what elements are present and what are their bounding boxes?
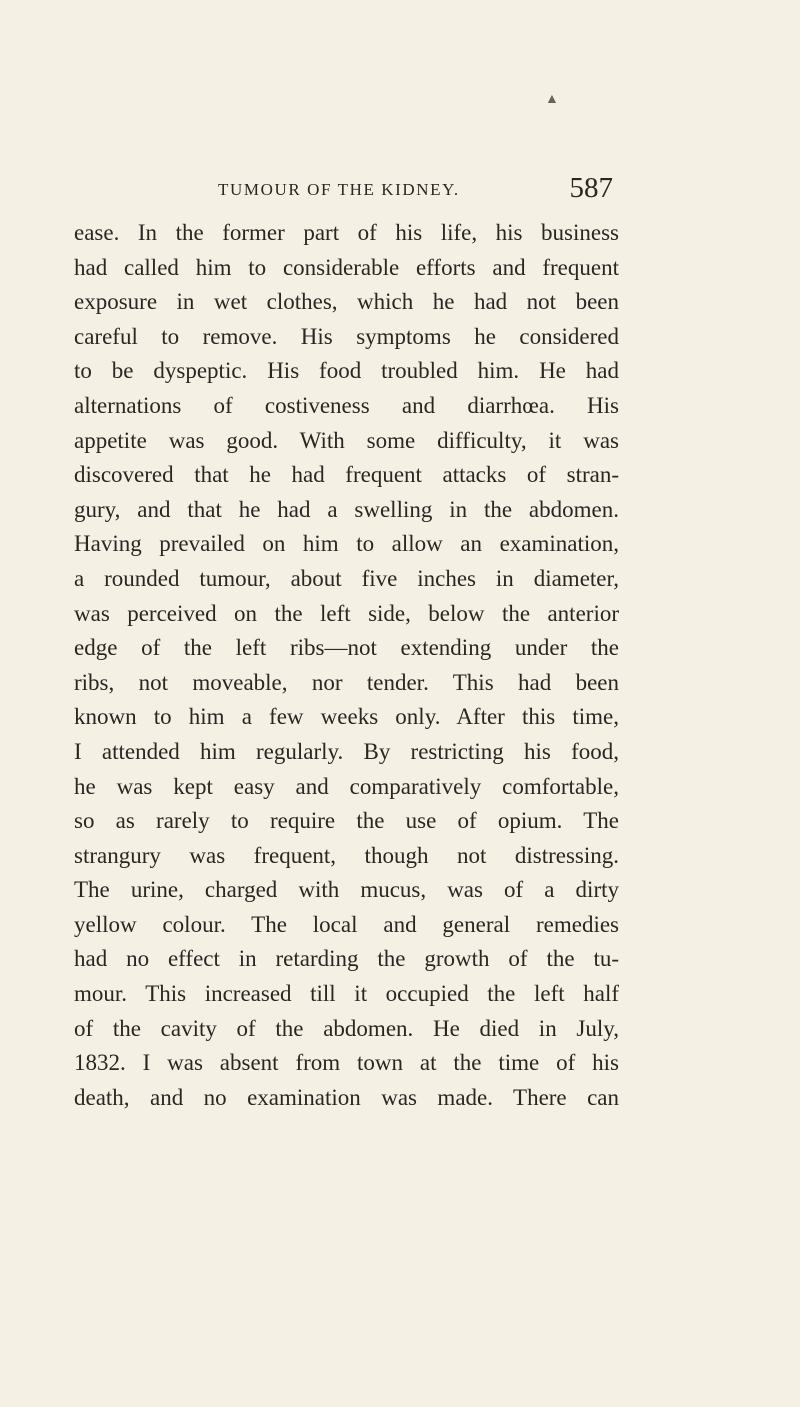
running-head: TUMOUR OF THE KIDNEY. [218,180,460,199]
text-line: The urine, charged with mucus, was of a dirty [74,877,619,903]
text-line: was perceived on the left side, below the anterior [74,600,619,626]
text-line: death, and no examination was made. There can [74,1084,619,1110]
text-line: gury, and that he had a swelling in the abdomen. [74,496,619,522]
text-line: strangury was frequent, though not distressing. [74,842,619,868]
text-line: ribs, not moveable, nor tender. This had been [74,669,619,695]
text-line: careful to remove. His symptoms he considered [74,323,619,349]
text-line: of the cavity of the abdomen. He died in July, [74,1015,619,1041]
body-text [74,216,619,1115]
text-line: appetite was good. With some difficulty, it was [74,427,619,453]
text-line: so as rarely to require the use of opium. The [74,808,619,834]
text-line: known to him a few weeks only. After this time, [74,704,619,730]
text-line: alternations of costiveness and diarrhœa. His [74,392,619,418]
text-line: mour. This increased till it occupied the left half [74,981,619,1007]
text-line: exposure in wet clothes, which he had not been [74,289,619,315]
page-number: 587 [569,172,613,204]
text-line: I attended him regularly. By restricting his food, [74,738,619,764]
text-line: a rounded tumour, about five inches in diameter, [74,565,619,591]
text-line: had called him to considerable efforts and frequent [74,254,619,280]
text-line: edge of the left ribs—not extending under the [74,635,619,661]
text-line: to be dyspeptic. His food troubled him. He had [74,358,619,384]
page-header [218,172,613,206]
text-line: had no effect in retarding the growth of the tu- [74,946,619,972]
text-line: ease. In the former part of his life, his business [74,220,619,245]
printer-mark: ▲ [545,92,559,107]
text-line: Having prevailed on him to allow an examination, [74,531,619,557]
text-line: 1832. I was absent from town at the time of his [74,1050,619,1076]
text-line: yellow colour. The local and general remedies [74,911,619,937]
text-line: he was kept easy and comparatively comfortable, [74,773,619,799]
text-line: discovered that he had frequent attacks of stran- [74,462,619,488]
